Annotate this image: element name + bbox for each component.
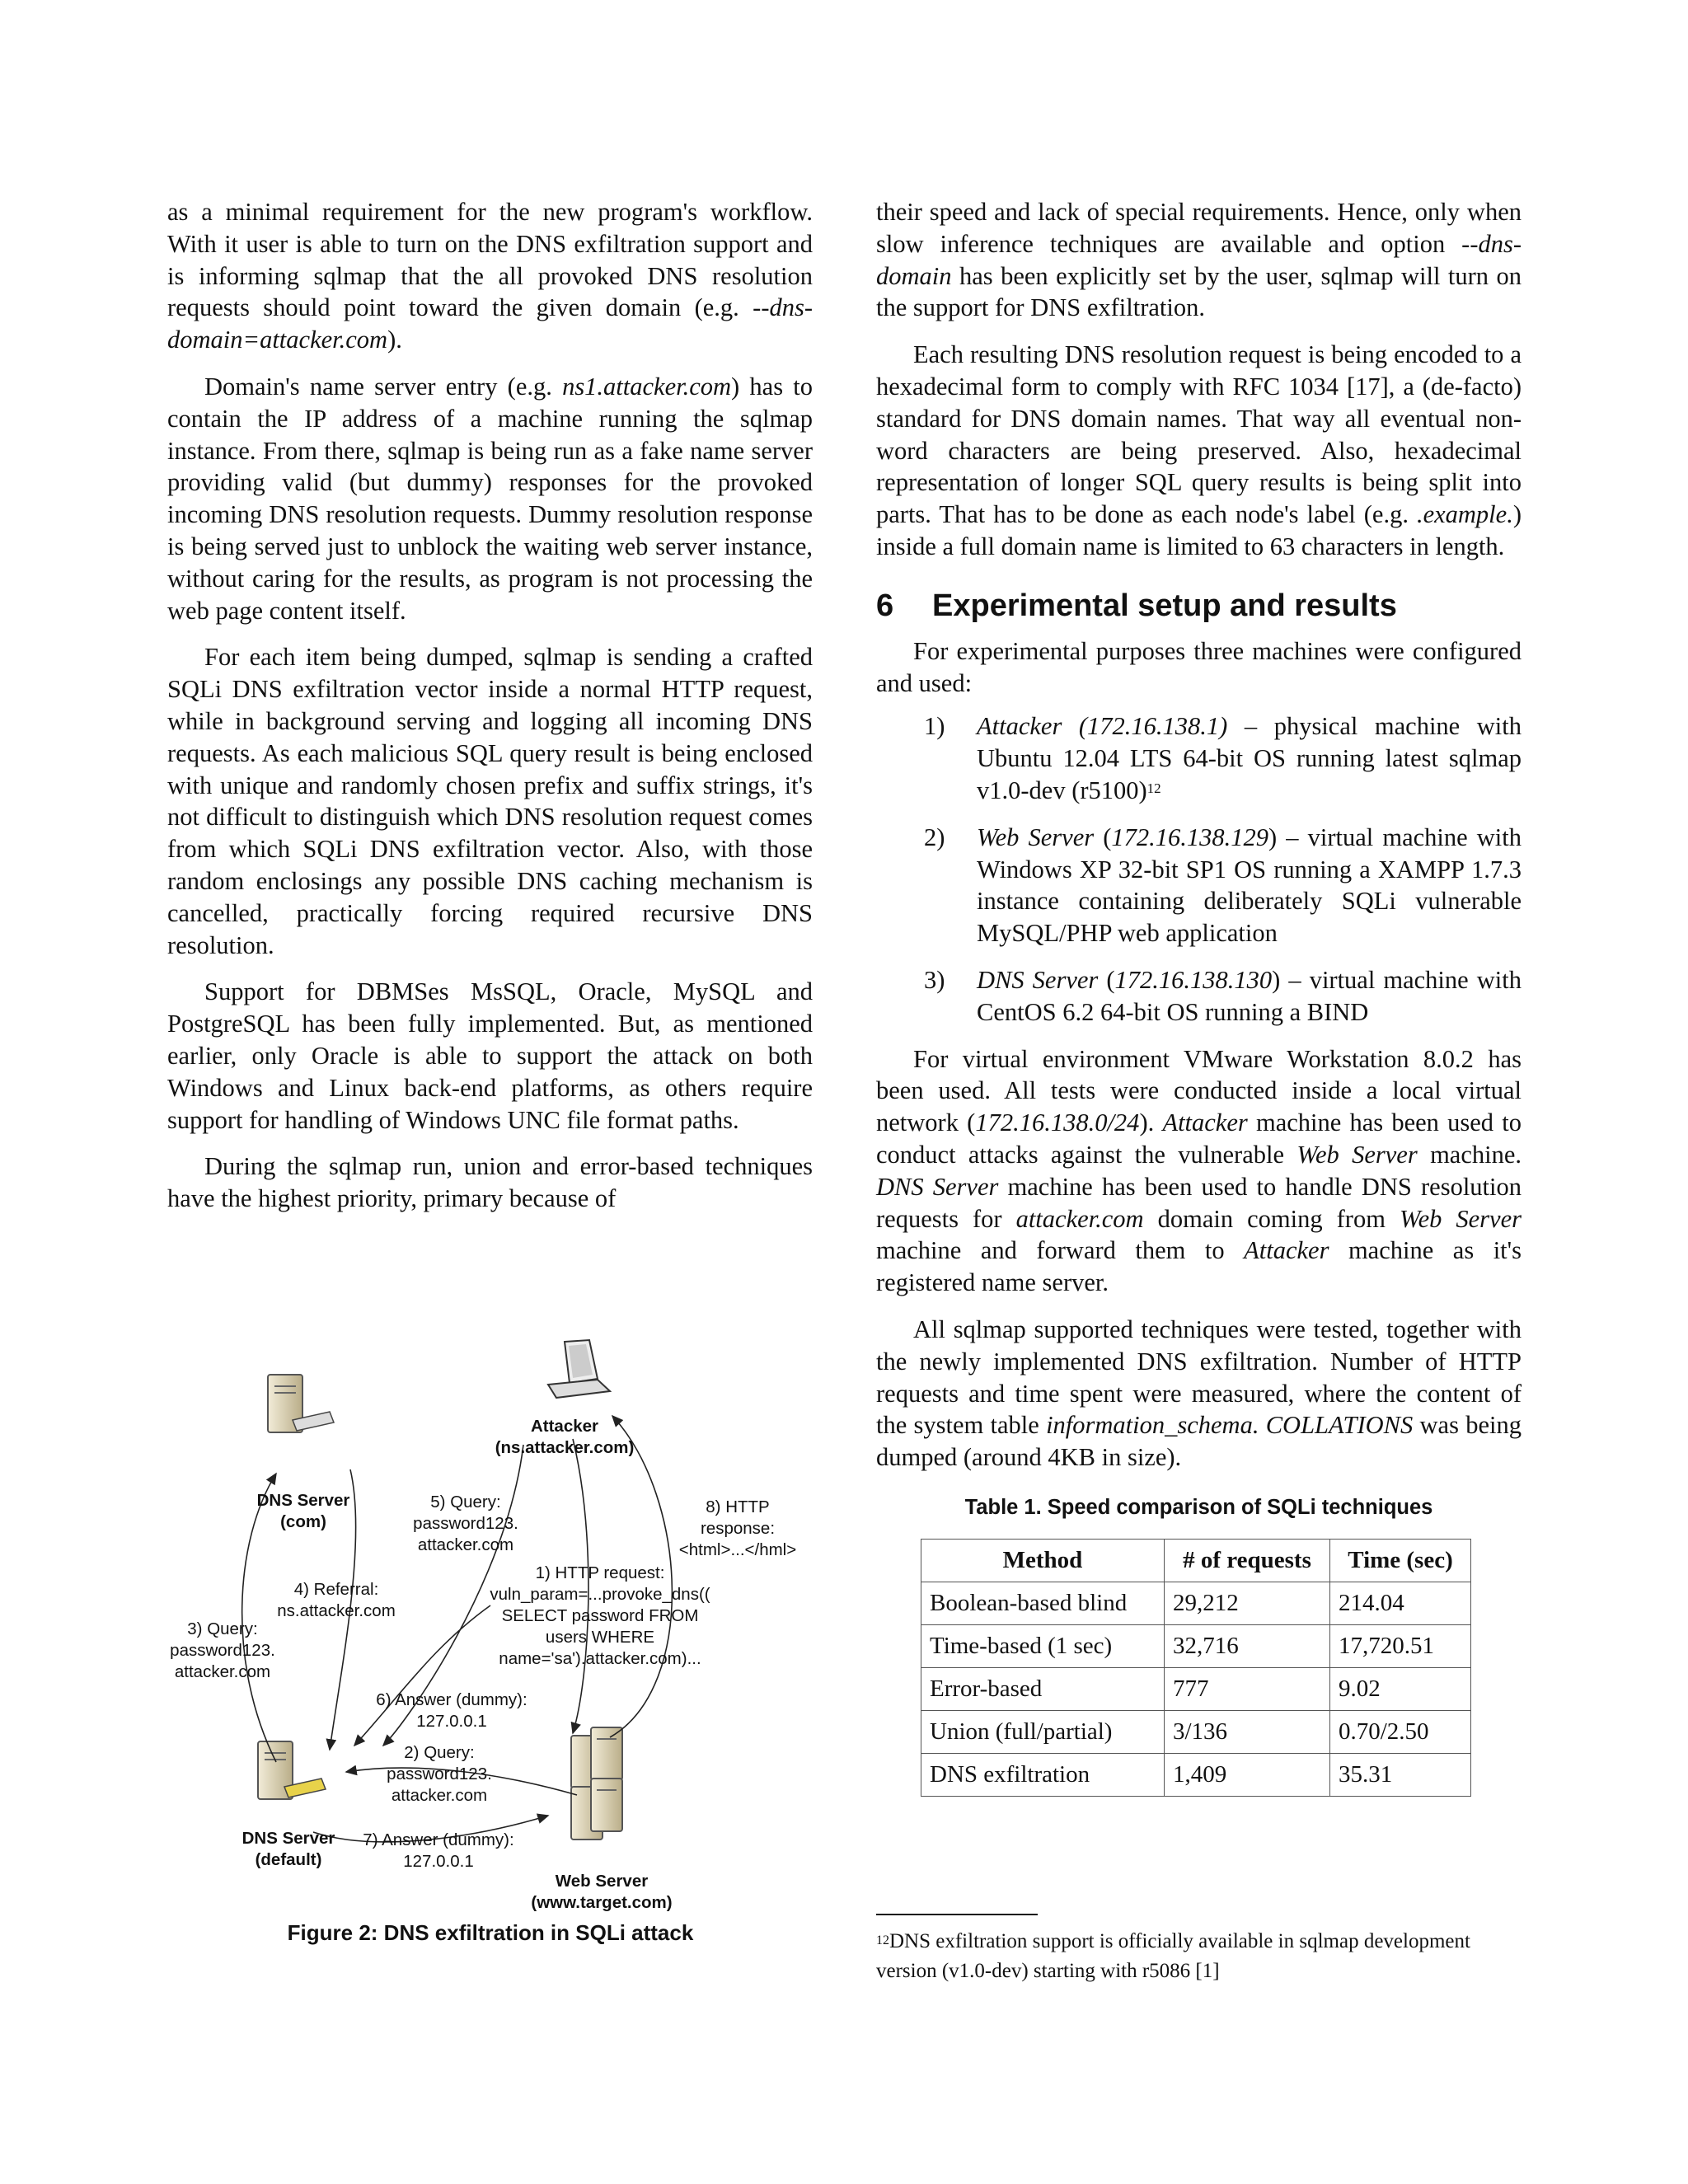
table-cell: Boolean-based blind [921, 1582, 1165, 1624]
list-item: 1) Attacker (172.16.138.1) – physical machine with Ubuntu 12.04 LTS 64-bit OS running latest sqlmap v1.0-dev $(r5100)^{12}$ [924, 712, 1522, 804]
paragraph: as a minimal requirement for the new program's workflow. With it user is able to turn on the DNS exfiltration support and is informing sqlmap that the all provoked DNS resolution requests should point toward the given domain (e.g. --dns-domain=attacker.com). [167, 198, 813, 354]
table-cell: 9.02 [1330, 1667, 1471, 1710]
list-item: 2) Web Server (172.16.138.129) – virtual machine with Windows XP 32-bit SP1 OS running a XAMPP 1.7.3 instance containing deliberately SQLi vulnerable MySQL/PHP web application [924, 823, 1522, 948]
table-caption: Table 1. Speed comparison of SQLi techniques [964, 1495, 1433, 1519]
table-cell: 17,720.51 [1330, 1624, 1471, 1667]
figure-dns-exfiltration [161, 1333, 820, 1953]
node-dns-server-default: DNS Server (default) [241, 1829, 335, 1869]
label-query-2: 2) Query: password123. attacker.com [387, 1743, 492, 1805]
label-answer-7: 7) Answer (dummy): 127.0.0.1 [363, 1830, 514, 1871]
table-cell: Time-based (1 sec) [921, 1624, 1165, 1667]
paragraph: For virtual environment VMware Workstation 8.0.2 has been used. All tests were conducted inside a local virtual network (172.16.138.0/24). Attacker machine has been used to conduct attacks against the vulnerable Web Server machine. DNS Server machine has been used to handle DNS resolution requests for attacker.com domain coming from Web Server machine and forward them to Attacker machine as it's registered name server. [876, 1044, 1522, 1297]
node-attacker: Attacker (ns.attacker.com) [495, 1417, 635, 1457]
table-cell: 214.04 [1330, 1582, 1471, 1624]
table-cell: 3/136 [1165, 1710, 1330, 1753]
laptop-icon [548, 1340, 610, 1398]
speed-comparison-table [921, 1539, 1471, 1797]
figure-caption: Figure 2: DNS exfiltration in SQLi attack [287, 1920, 694, 1945]
dns-server-default-icon [258, 1741, 326, 1799]
table-cell: 35.31 [1330, 1753, 1471, 1796]
node-web-server: Web Server (www.target.com) [531, 1872, 673, 1912]
paragraph: Domain's name server entry (e.g. ns1.attacker.com) has to contain the IP address of a machine running the sqlmap instance. From there, sqlmap is being run as a fake name server providing valid (but dummy) responses for the provoked incoming DNS resolution requests. Dummy resolution response is being served just to unblock the waiting web server instance, without caring for the results, as program is not processing the web page content itself. [167, 372, 813, 625]
column-header: # of requests [1165, 1539, 1330, 1582]
table-row [921, 1667, 1471, 1710]
table-row [921, 1753, 1471, 1796]
table-cell: 1,409 [1165, 1753, 1330, 1796]
column-header: Method [921, 1539, 1165, 1582]
paragraph: Each resulting DNS resolution request is being encoded to a hexadecimal form to comply with RFC 1034 [17], a (de-facto) standard for DNS domain names. That way all eventual non-word characters are being preserved. Also, hexadecimal representation of longer SQL query results is being split into parts. That has to be done as each node's label (e.g. .example.) inside a full domain name is limited to 63 characters in length. [876, 340, 1522, 560]
footnote: $^{12}$DNS exfiltration support is officially available in sqlmap development version (v1.0-dev) starting with r5086 [1] [876, 1930, 1470, 1982]
paragraph: During the sqlmap run, union and error-based techniques have the highest priority, primary because of [167, 1152, 813, 1213]
label-http-response: 8) HTTP response: <html>...</hml> [678, 1497, 797, 1559]
paragraph: Support for DBMSes MsSQL, Oracle, MySQL and PostgreSQL has been fully implemented. But, as mentioned earlier, only Oracle is able to support the attack on both Windows and Linux back-end platforms, as others require support for handling of Windows UNC file format paths. [167, 977, 813, 1134]
paragraph: For experimental purposes three machines were configured and used: [876, 636, 1522, 697]
left-column [167, 196, 813, 1215]
section-heading: 6 Experimental setup and results [876, 588, 1397, 623]
machine-list [876, 710, 1522, 1028]
table-row [921, 1710, 1471, 1753]
table-cell: 0.70/2.50 [1330, 1710, 1471, 1753]
column-header: Time (sec) [1330, 1539, 1471, 1582]
paragraph: For each item being dumped, sqlmap is sending a crafted SQLi DNS exfiltration vector inside a normal HTTP request, while in background serving and logging all incoming DNS requests. As each malicious SQL query result is being enclosed with unique and randomly chosen prefix and suffix strings, it's not difficult to distinguish which DNS resolution request comes from which SQLi DNS exfiltration vector. Also, with those random enclosings any possible DNS caching mechanism is cancelled, practically forcing required recursive DNS resolution. [167, 643, 813, 959]
label-answer-6: 6) Answer (dummy): 127.0.0.1 [376, 1690, 528, 1731]
node-dns-server-com: DNS Server (com) [256, 1491, 350, 1531]
table-cell: Error-based [921, 1667, 1165, 1710]
paragraph: their speed and lack of special requirements. Hence, only when slow inference techniques are available and option --dns-domain has been explicitly set by the user, sqlmap will turn on the support for DNS exfiltration. [876, 198, 1522, 322]
dns-server-com-icon [268, 1375, 334, 1432]
paragraph: All sqlmap supported techniques were tested, together with the newly implemented DNS exfiltration. Number of HTTP requests and time spent were measured, where the content of the system table information_schema. COLLATIONS was being dumped (around 4KB in size). [876, 1315, 1522, 1472]
web-server-icon [571, 1727, 622, 1840]
footnote-rule [876, 1914, 1038, 1915]
table-cell: Union (full/partial) [921, 1710, 1165, 1753]
table-cell: 777 [1165, 1667, 1330, 1710]
label-referral: 4) Referral: ns.attacker.com [277, 1580, 396, 1620]
table-row [921, 1582, 1471, 1624]
table-cell: 32,716 [1165, 1624, 1330, 1667]
table-row [921, 1624, 1471, 1667]
right-column [876, 196, 1522, 1797]
list-item: 3) DNS Server (172.16.138.130) – virtual machine with CentOS 6.2 64-bit OS running a BIND [924, 965, 1522, 1026]
table-header-row [921, 1539, 1471, 1582]
label-http-request: 1) HTTP request: vuln_param=...provoke_dns(( SELECT password FROM users WHERE name='sa').attacker.com)... [490, 1563, 710, 1668]
table-cell: DNS exfiltration [921, 1753, 1165, 1796]
label-query-5: 5) Query: password123. attacker.com [413, 1493, 518, 1554]
label-query-3: 3) Query: password123. attacker.com [170, 1619, 275, 1681]
table-cell: 29,212 [1165, 1582, 1330, 1624]
